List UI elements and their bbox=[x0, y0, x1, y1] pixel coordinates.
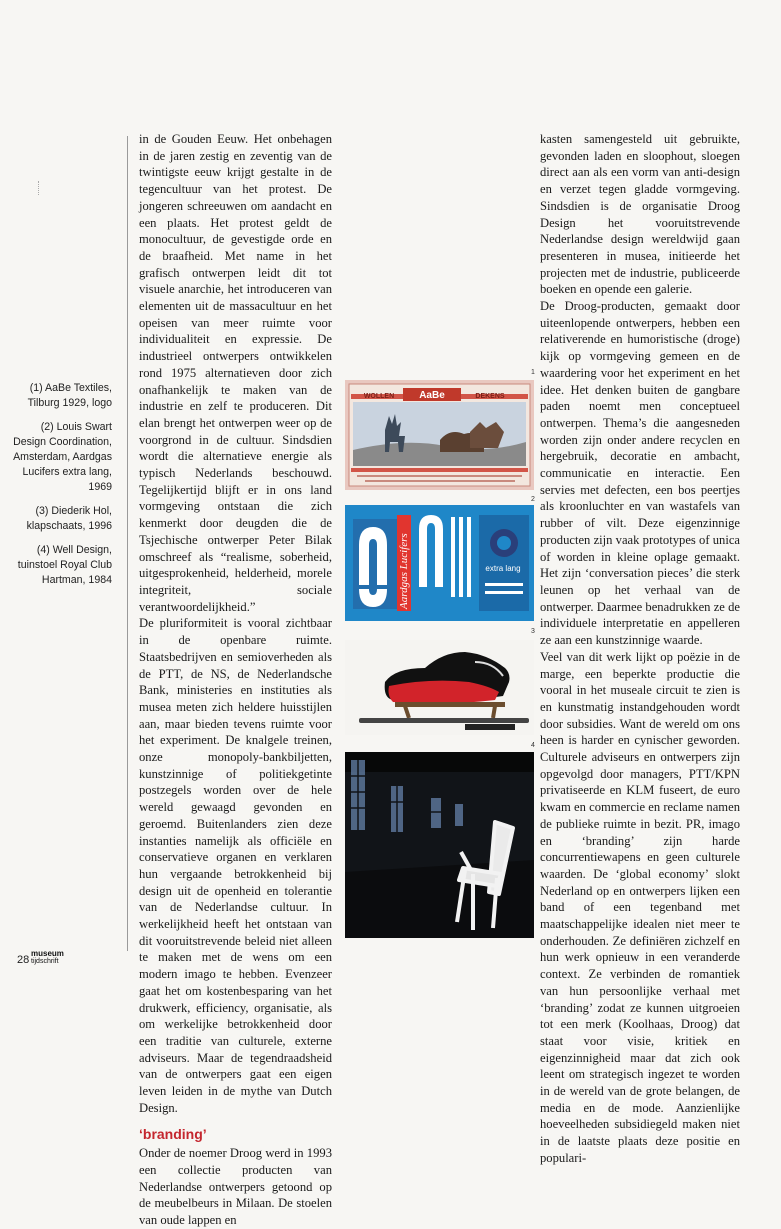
figure-klapschaats bbox=[345, 640, 534, 735]
paragraph: De Droog-producten, gemaakt door uiteenlopende ontwerpers, hebben een relativerende en humoristische (droge) kijk op vormgeving gemeen en de waardering voor het experiment en het idee. Het denken buiten de gangbare paden noemt men conceptueel ontwerpen. Thema’s die aangesneden worden zijn onder andere recyclen en hergebruik, decoratie en ambacht, communicatie en interactie. Een servies met defecten, een bos peertjes als kroonluchter en van wastafels van rubber of vilt. Deze eigenzinnige producten zijn vaak prototypes of unica of worden in kleine oplage gemaakt. Het zijn ‘conversation pieces’ die sterk leunen op het verhaal van de ontwerper. Daarmee benadrukken ze de individuele interpretatie en appelleren ze aan een kunstzinnige waarde. bbox=[540, 299, 740, 648]
matchbox-brand-text: Aardgas Lucifers bbox=[398, 533, 410, 609]
text-column-left bbox=[139, 131, 332, 1229]
caption-1: (1) AaBe Textiles, Tilburg 1929, logo bbox=[27, 382, 112, 409]
paragraph: De pluriformiteit is vooral zichtbaar in de openbare ruimte. Staatsbedrijven en semioverheden als de PTT, de NS, de Nederlandsche Bank, ministeries en instituties als musea meten zich heldere huisstijlen aan, maar bieden tevens ruimte voor het experiment. De knalgele treinen, onze monopoly-bankbiljetten, kunstzinnige of politiekgetinte postzegels worden over de hele wereld gewaagd gevonden en geroemd. Buitenlanders zien deze instanties namelijk als officiële en conservatieve organen en verklaren hun vergaande betrokkenheid bij design uit de openheid en tolerantie van de Nederlandse cultuur. In werkelijkheid heeft het ontstaan van dit vooruitstrevende beleid niet alleen te maken met de wens om een modern imago te hebben. Evenzeer gaat het om kostenbesparing van het drukwerk, efficiency, organisatie, als om werkelijke betrokkenheid door een traditie van culturele, externe adviseurs. Maar de tegendraadsheid van de ontwerpers gaat een eigen leven leiden in de mythe van Dutch Design. bbox=[139, 616, 332, 1115]
matchbox-sub-text: extra lang bbox=[485, 564, 521, 573]
caption-2: (2) Louis Swart Design Coordination, Amsterdam, Aardgas Lucifers extra lang, 1969 bbox=[13, 421, 112, 493]
text-column-right bbox=[540, 131, 740, 1167]
skate-image bbox=[345, 640, 534, 735]
scan-mark bbox=[38, 181, 45, 195]
figure-number-4: 4 bbox=[531, 742, 535, 749]
aabe-logo-text: AaBe bbox=[419, 390, 445, 401]
magazine-logo bbox=[31, 950, 64, 966]
wollen-text: WOLLEN bbox=[363, 393, 395, 400]
page-number: 28 bbox=[17, 954, 30, 966]
chair-image bbox=[345, 752, 534, 938]
paragraph: in de Gouden Eeuw. Het onbehagen in de jaren zestig en zeventig van de twintigste eeuw krijgt gestalte in de tegencultuur van het protest. De jongeren schreeuwen om aandacht en een plaats. Het protest geldt de monocultuur, de gevestigde orde en de braafheid. Met name in het grafisch ontwerpen leidt dit tot visuele anarchie, het introduceren van elementen uit de massacultuur en het opeisen van meer ruimte voor individualiteit en expressie. De industrieel ontwerpers ontwikkelen rond 1975 alternatieven door zich onafhankelijk te maken van de industrie en zelf te produceren. Dit elan brengt het ontwerpen weer op de voorgrond in de cultuur. Sindsdien wordt die alternatieve energie als typisch Nederlands beschouwd. Tegelijkertijd blijft er in ons land vormgeving ontstaan die zich kenmerkt door deugden die de Tsjechische ontwerper Peter Bilak omschreef als “realisme, soberheid, uitgesprokenheid, helderheid, morele integriteit, sociale verantwoordelijkheid.” bbox=[139, 132, 332, 614]
paragraph: Veel van dit werk lijkt op poëzie in de marge, een beperkte productie die vooral in het museale circuit te zien is en kunstmatig instandgehouden wordt door subsidies. Want de wereld om ons heen is harder en cynischer geworden. Culturele adviseurs en ontwerpers zijn opgevolgd door managers, PTT/KPN privatiseerde en KLM fuseert, de euro kwam en commercie en reclame namen de publieke ruimte in bezit. PR, imago en ‘branding’ zijn harde concurrentiewapens en geen culturele waarden. De ‘global economy’ slokt Nederland op en ontwerpers lijken een band of een tegenband met maatschappelijke idealen niet meer te onderhouden. Ze definiëren zichzelf en hun werk opnieuw in een veranderde context. Ze verbinden de romantiek van hun persoonlijke verhaal met ‘branding’ zodat ze kunnen uitgroeien tot een merk (Koolhaas, Droog) dat staat voor visie, kritiek en eigenzinnigheid maar dat zich ook leent om strategisch ingezet te worden in de wereld van de grote belangen, de media en de mode. Aanzienlijke hoeveelheden subsidiegeld maken niet in de laatste plaats deze positie en populari- bbox=[540, 649, 740, 1165]
magazine-logo-line2: tijdschrift bbox=[31, 958, 59, 965]
section-heading: ‘branding’ bbox=[139, 1126, 207, 1143]
magazine-logo-line1: museum bbox=[31, 949, 64, 958]
caption-4: (4) Well Design, tuinstoel Royal Club Hartman, 1984 bbox=[17, 544, 112, 586]
matchbox-image bbox=[345, 505, 534, 621]
figure-number-1: 1 bbox=[531, 369, 535, 376]
figure-number-3: 3 bbox=[531, 628, 535, 635]
figure-aabe-label bbox=[345, 380, 534, 490]
column-rule bbox=[127, 136, 128, 951]
paragraph: kasten samengesteld uit gebruikte, gevonden laden en sloophout, sloegen direct aan als een vorm van anti-design en verzet tegen gladde vormgeving. Sindsdien is de organisatie Droog Design het vooruitstrevende Nederlandse design wereldwijd gaan presenteren in musea, initieerde het projecten met de industrie, publiceerde boeken en opende een galerie. bbox=[540, 132, 740, 297]
caption-3: (3) Diederik Hol, klapschaats, 1996 bbox=[26, 505, 112, 532]
aabe-label-image bbox=[345, 380, 534, 490]
caption-column bbox=[8, 381, 112, 597]
figure-matchbox bbox=[345, 505, 534, 621]
paragraph: Onder de noemer Droog werd in 1993 een collectie producten van Nederlandse ontwerpers getoond op de meubelbeurs in Milaan. De stoelen van oude lappen en bbox=[139, 1146, 332, 1227]
figure-number-2: 2 bbox=[531, 496, 535, 503]
figure-tuinstoel bbox=[345, 752, 534, 938]
dekens-text: DEKENS bbox=[475, 393, 505, 400]
